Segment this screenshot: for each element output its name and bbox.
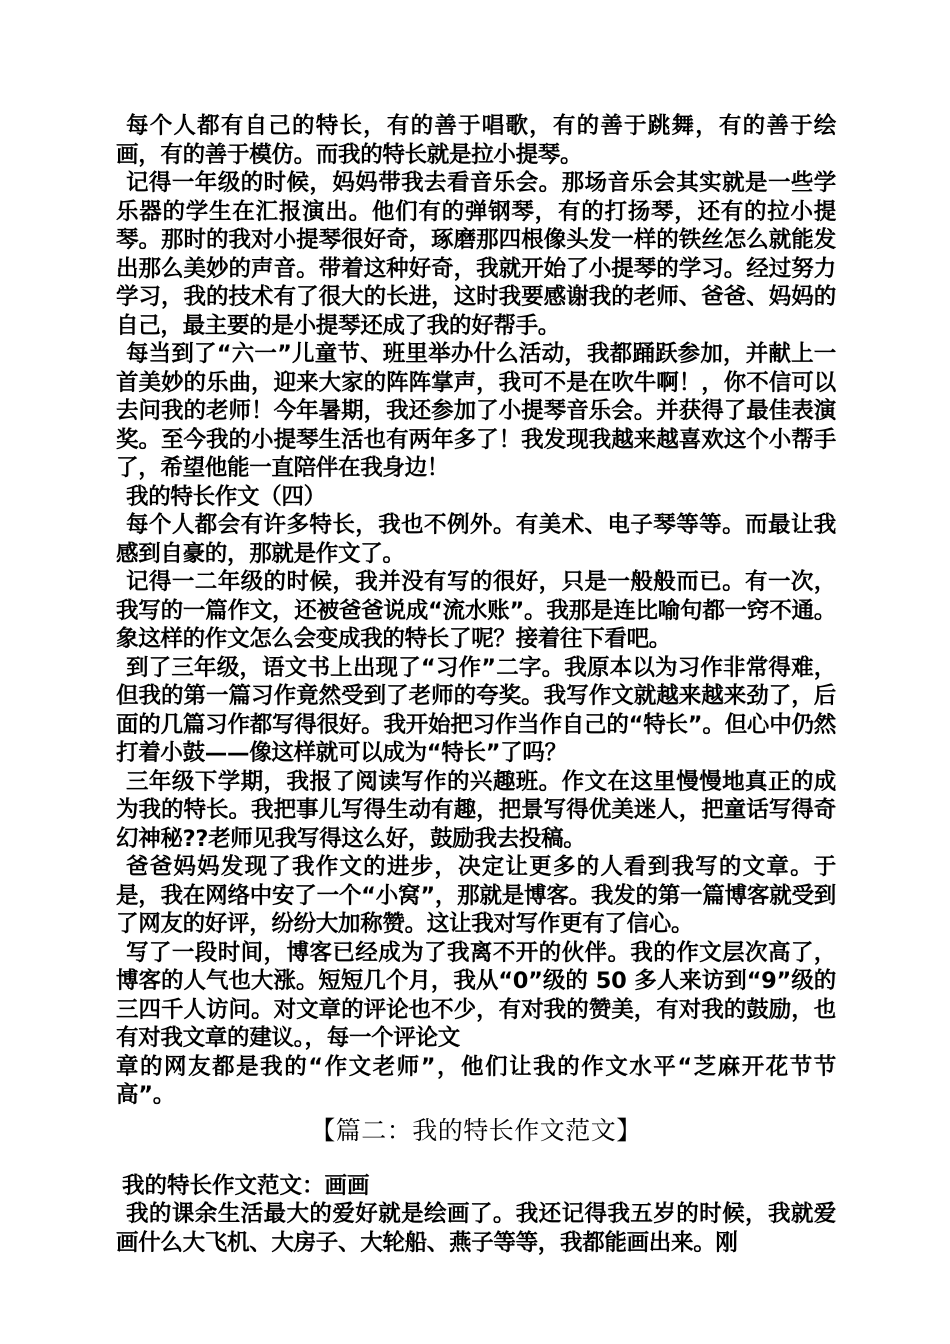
paragraph: 三年级下学期，我报了阅读写作的兴趣班。作文在这里慢慢地真正的成为我的特长。我把事儿写得生动有趣，把景写得优美迷人，把童话写得奇幻神秘??老师见我写得这么好，鼓励我去投稿。 [116, 768, 836, 852]
paragraph: 记得一二年级的时候，我并没有写的很好，只是一般般而已。有一次，我写的一篇作文，还被爸爸说成“流水账”。我那是连比喻句都一窍不通。象这样的作文怎么会变成我的特长了呢？接着往下看吧。 [116, 569, 836, 652]
paragraph: 每个人都会有许多特长，我也不例外。有美术、电子琴等等。而最让我感到自豪的，那就是作文了。 [116, 512, 836, 567]
paragraph: 章的网友都是我的“作文老师”，他们让我的作文水平“芝麻开花节节高”。 [116, 1053, 836, 1108]
paragraph: 到了三年级，语文书上出现了“习作”二字。我原本以为习作非常得难，但我的第一篇习作竟然受到了老师的夸奖。我写作文就越来越来劲了，后面的几篇习作都写得很好。我开始把习作当作自己的“特长”。但心中仍然打着小鼓——像这样就可以成为“特长”了吗？ [116, 654, 836, 766]
paragraph: 每个人都有自己的特长，有的善于唱歌，有的善于跳舞，有的善于绘画，有的善于模仿。而我的特长就是拉小提琴。 [116, 113, 836, 168]
paragraph-title: 我的特长作文（四） [126, 483, 326, 510]
paragraph: 每当到了“六一”儿童节、班里举办什么活动，我都踊跃参加，并献上一首美妙的乐曲，迎来大家的阵阵掌声，我可不是在吹牛啊！，你不信可以去问我的老师！今年暑期，我还参加了小提琴音乐会。并获得了最佳表演奖。至今我的小提琴生活也有两年多了！我发现我越来越喜欢这个小帮手了，希望他能一直陪伴在我身边！ [116, 341, 836, 481]
paragraph: 我的课余生活最大的爱好就是绘画了。我还记得我五岁的时候，我就爱画什么大飞机、大房子、大轮船、燕子等等，我都能画出来。刚 [116, 1201, 836, 1256]
paragraph: 写了一段时间，博客已经成为了我离不开的伙伴。我的作文层次高了，博客的人气也大涨。短短几个月，我从“0”级的 50 多人来访到“9”级的三四千人访问。对文章的评论也不少，有对我的赞美，有对我的鼓励，也有对我文章的建议。，每一个评论文 [116, 939, 836, 1051]
sub-heading: 我的特长作文范文：画画 [122, 1172, 370, 1199]
document-page [116, 112, 836, 1257]
paragraph: 爸爸妈妈发现了我作文的进步，决定让更多的人看到我写的文章。于是，我在网络中安了一个“小窝”，那就是博客。我发的第一篇博客就受到了网友的好评，纷纷大加称赞。这让我对写作更有了信心。 [116, 854, 836, 937]
section-heading: 【篇二：我的特长作文范文】 [310, 1115, 642, 1145]
paragraph: 记得一年级的时候，妈妈带我去看音乐会。那场音乐会其实就是一些学乐器的学生在汇报演出。他们有的弹钢琴，有的打扬琴，还有的拉小提琴。那时的我对小提琴很好奇，琢磨那四根像头发一样的铁丝怎么就能发出那么美妙的声音。带着这种好奇，我就开始了小提琴的学习。经过努力学习，我的技术有了很大的长进，这时我要感谢我的老师、爸爸、妈妈的自己，最主要的是小提琴还成了我的好帮手。 [116, 170, 836, 339]
